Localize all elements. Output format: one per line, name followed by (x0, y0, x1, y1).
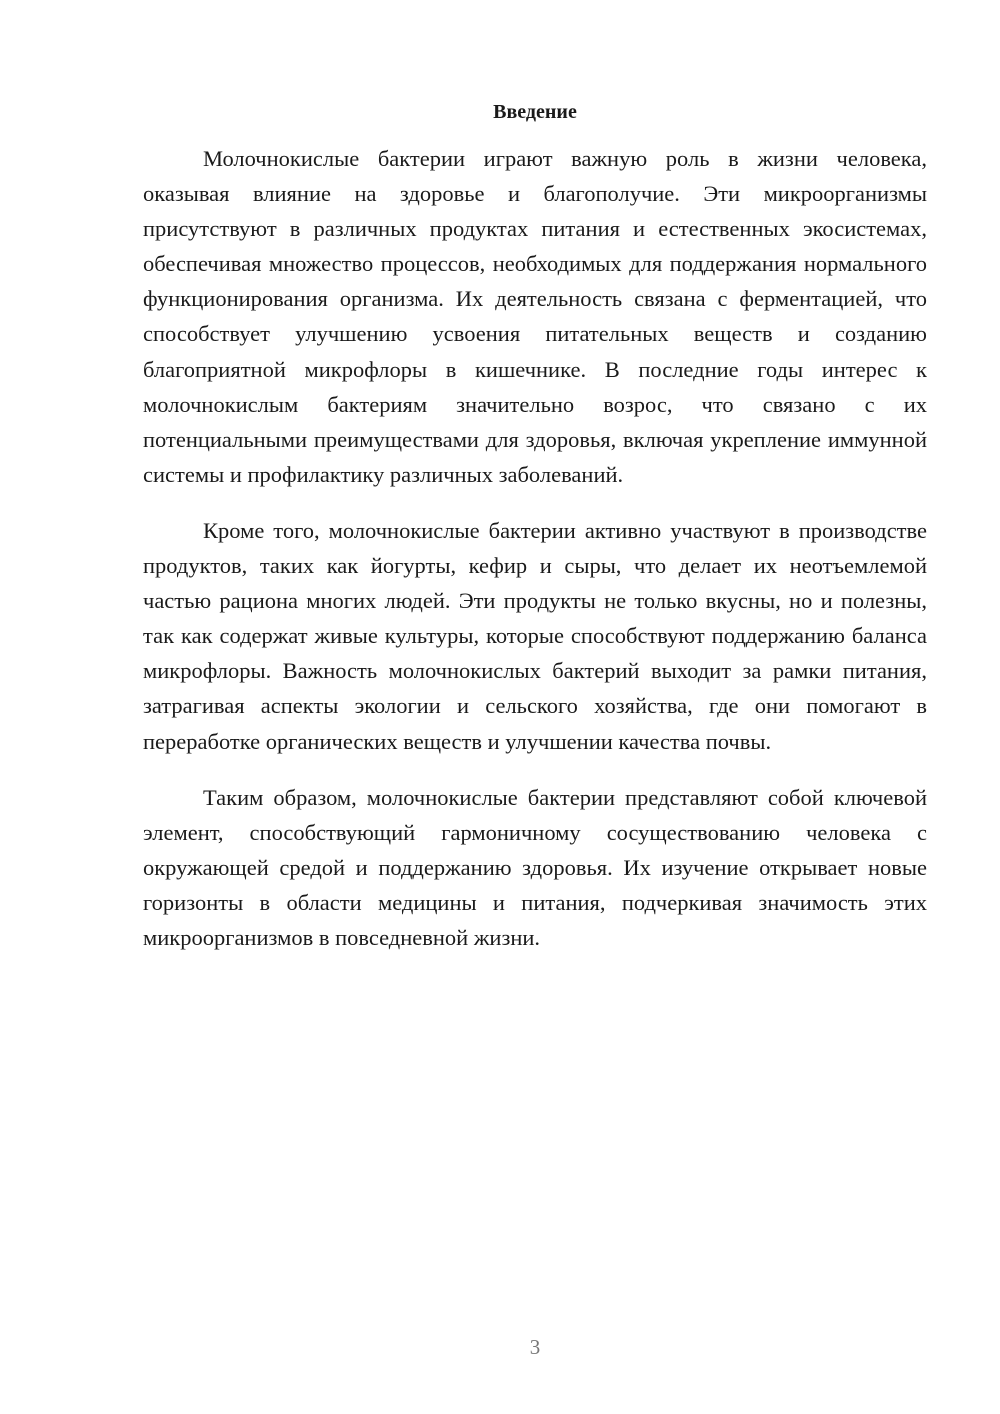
document-body (143, 141, 927, 955)
paragraph-1: Молочнокислые бактерии играют важную роль в жизни человека, оказывая влияние на здоровье и благополучие. Эти микроорганизмы присутствуют в различных продуктах питания и естественных экосистемах, обеспечивая множество процессов, необходимых для поддержания нормального функционирования организма. Их деятельность связана с ферментацией, что способствует улучшению усвоения питательных веществ и созданию благоприятной микрофлоры в кишечнике. В последние годы интерес к молочнокислым бактериям значительно возрос, что связано с их потенциальными преимуществами для здоровья, включая укрепление иммунной системы и профилактику различных заболеваний. (143, 146, 927, 487)
page-title: Введение (493, 101, 577, 123)
paragraph-3: Таким образом, молочнокислые бактерии представляют собой ключевой элемент, способствующий гармоничному сосуществованию человека с окружающей средой и поддержанию здоровья. Их изучение открывает новые горизонты в области медицины и питания, подчеркивая значимость этих микроорганизмов в повседневной жизни. (143, 784, 927, 950)
page-number: 3 (529, 1335, 541, 1359)
paragraph-2: Кроме того, молочнокислые бактерии активно участвуют в производстве продуктов, таких как йогурты, кефир и сыры, что делает их неотъемлемой частью рациона многих людей. Эти продукты не только вкусны, но и полезны, так как содержат живые культуры, которые способствуют поддержанию баланса микрофлоры. Важность молочнокислых бактерий выходит за рамки питания, затрагивая аспекты экологии и сельского хозяйства, где они помогают в переработке органических веществ и улучшении качества почвы. (143, 517, 927, 754)
